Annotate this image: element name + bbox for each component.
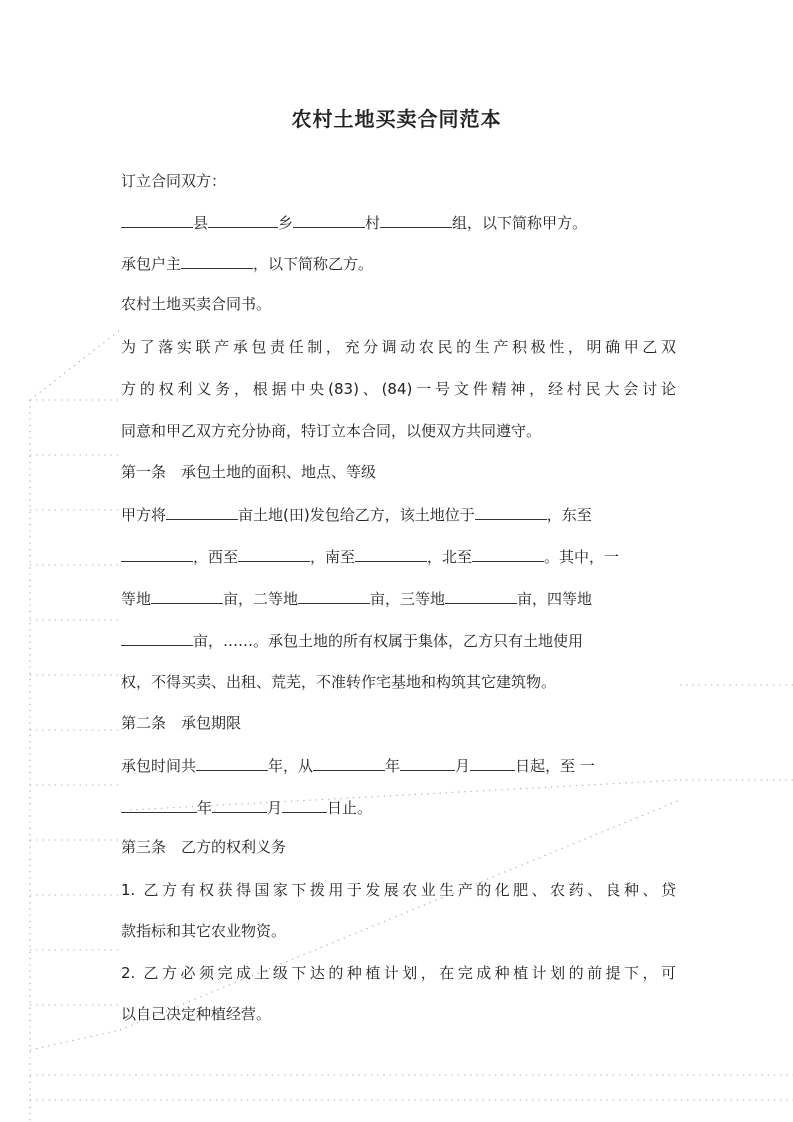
- text-segment: ，西至: [193, 548, 239, 566]
- label-township: 乡: [278, 214, 294, 232]
- blank-grade-4[interactable]: [121, 629, 193, 646]
- text-segment: 月: [267, 799, 283, 817]
- party-b-line: [121, 252, 676, 275]
- blank-years[interactable]: [196, 754, 268, 771]
- text-segment: 亩，二等地: [223, 590, 299, 608]
- label-village: 村: [365, 214, 381, 232]
- article-3-item-2-line-2: 以自己决定种植经营。: [121, 1005, 272, 1023]
- text-segment: 月: [455, 757, 471, 775]
- text-segment: ，南至: [310, 548, 356, 566]
- blank-village[interactable]: [293, 211, 365, 228]
- text-segment: 。其中，一: [544, 548, 620, 566]
- article-3-item-1-line-2: 款指标和其它农业物资。: [121, 922, 287, 940]
- blank-area[interactable]: [166, 503, 238, 520]
- blank-grade-1[interactable]: [151, 587, 223, 604]
- label-county: 县: [193, 214, 209, 232]
- blank-group[interactable]: [380, 211, 452, 228]
- blank-start-month[interactable]: [400, 754, 455, 771]
- blank-end-day[interactable]: [282, 796, 327, 813]
- blank-west[interactable]: [238, 545, 310, 562]
- contract-name: 农村土地买卖合同书。: [121, 295, 272, 313]
- text-segment: 日起，至 一: [515, 757, 595, 775]
- text-segment: 亩土地(田)发包给乙方，该土地位于: [238, 506, 475, 524]
- blank-location[interactable]: [475, 503, 547, 520]
- party-a-line: [121, 211, 676, 234]
- label-group: 组，以下简称甲方。: [452, 214, 588, 232]
- article-2-heading: 第二条 承包期限: [121, 714, 242, 732]
- label-party-b: ，以下简称乙方。: [253, 255, 374, 273]
- intro-line-1: 为了落实联产承包责任制，充分调动农民的生产积极性，明确甲乙双: [121, 338, 676, 356]
- text-segment: 年，从: [268, 757, 314, 775]
- parties-heading: 订立合同双方：: [121, 172, 227, 190]
- article-1-line-2: [121, 545, 676, 568]
- article-3-item-2-line-1: 2. 乙方必须完成上级下达的种植计划，在完成种植计划的前提下，可: [121, 964, 676, 982]
- intro-line-3: 同意和甲乙双方充分协商，特订立本合同，以便双方共同遵守。: [121, 422, 542, 440]
- blank-household-head[interactable]: [181, 252, 253, 269]
- text-segment: 年: [197, 799, 213, 817]
- text-segment: 日止。: [327, 799, 373, 817]
- blank-county[interactable]: [121, 211, 193, 228]
- blank-start-day[interactable]: [470, 754, 515, 771]
- article-1-heading: 第一条 承包土地的面积、地点、等级: [121, 463, 377, 481]
- article-1-line-3: [121, 587, 676, 610]
- blank-end-month[interactable]: [212, 796, 267, 813]
- text-segment: ，东至: [546, 506, 592, 524]
- article-1-line-4: [121, 629, 676, 652]
- text-segment: 亩，……。承包土地的所有权属于集体，乙方只有土地使用: [193, 632, 584, 650]
- text-segment: 甲方将: [121, 506, 167, 524]
- article-2-line-2: [121, 796, 676, 819]
- text-segment: 等地: [121, 590, 152, 608]
- article-1-line-1: [121, 503, 676, 526]
- article-3-heading: 第三条 乙方的权利义务: [121, 838, 287, 856]
- intro-line-2: 方的权利义务，根据中央(83)、(84)一号文件精神，经村民大会讨论: [121, 380, 676, 398]
- blank-grade-2[interactable]: [298, 587, 370, 604]
- blank-grade-3[interactable]: [445, 587, 517, 604]
- text-segment: 亩，三等地: [370, 590, 446, 608]
- text-segment: 年: [385, 757, 401, 775]
- blank-township[interactable]: [208, 211, 278, 228]
- article-1-line-5: 权，不得买卖、出租、荒芜，不准转作宅基地和构筑其它建筑物。: [121, 673, 557, 691]
- text-segment: 亩，四等地: [517, 590, 593, 608]
- label-household-head: 承包户主: [121, 255, 182, 273]
- text-segment: ，北至: [427, 548, 473, 566]
- blank-start-year[interactable]: [313, 754, 385, 771]
- blank-south[interactable]: [355, 545, 427, 562]
- text-segment: 承包时间共: [121, 757, 197, 775]
- blank-east[interactable]: [121, 545, 193, 562]
- document-title: 农村土地买卖合同范本: [291, 107, 502, 131]
- article-3-item-1-line-1: 1. 乙方有权获得国家下拨用于发展农业生产的化肥、农药、良种、贷: [121, 881, 676, 899]
- article-2-line-1: [121, 754, 676, 777]
- blank-north[interactable]: [472, 545, 544, 562]
- blank-end-year[interactable]: [121, 796, 197, 813]
